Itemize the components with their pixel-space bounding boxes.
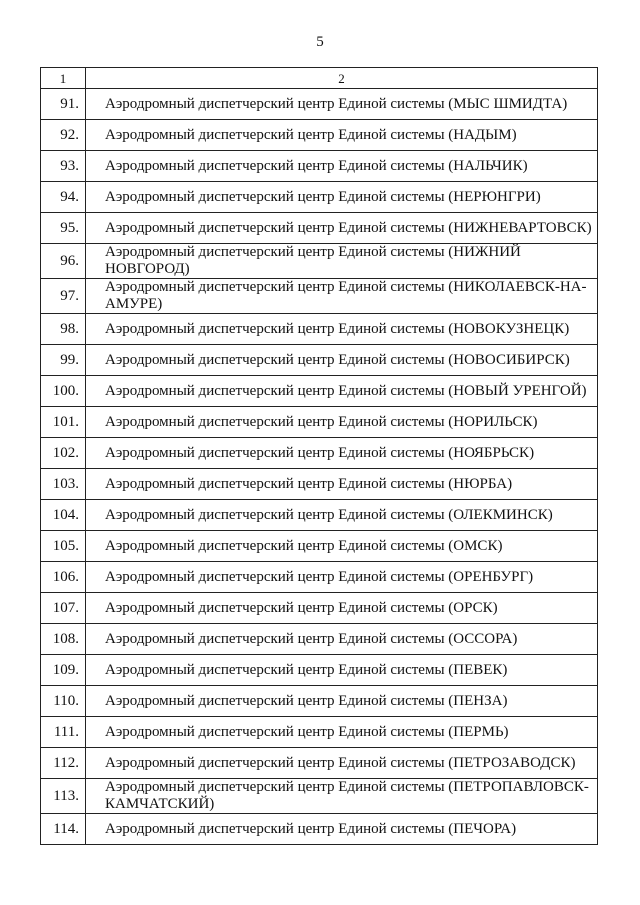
center-name: Аэродромный диспетчерский центр Единой системы (ПЕНЗА) xyxy=(86,686,598,717)
center-name: Аэродромный диспетчерский центр Единой системы (ПЕРМЬ) xyxy=(86,717,598,748)
table-row xyxy=(41,89,598,120)
table-row xyxy=(41,438,598,469)
table-row xyxy=(41,624,598,655)
row-number: 99. xyxy=(41,345,86,376)
table-row xyxy=(41,151,598,182)
row-number: 113. xyxy=(41,779,86,814)
center-name: Аэродромный диспетчерский центр Единой системы (НАЛЬЧИК) xyxy=(86,151,598,182)
row-number: 102. xyxy=(41,438,86,469)
table-row xyxy=(41,244,598,279)
center-name: Аэродромный диспетчерский центр Единой системы (ОМСК) xyxy=(86,531,598,562)
center-name: Аэродромный диспетчерский центр Единой системы (НИКОЛАЕВСК-НА-АМУРЕ) xyxy=(86,279,598,314)
center-name: Аэродромный диспетчерский центр Единой системы (НОЯБРЬСК) xyxy=(86,438,598,469)
center-name: Аэродромный диспетчерский центр Единой системы (НОРИЛЬСК) xyxy=(86,407,598,438)
row-number: 104. xyxy=(41,500,86,531)
table-row xyxy=(41,748,598,779)
center-name: Аэродромный диспетчерский центр Единой системы (ОРСК) xyxy=(86,593,598,624)
center-name: Аэродромный диспетчерский центр Единой системы (МЫС ШМИДТА) xyxy=(86,89,598,120)
row-number: 110. xyxy=(41,686,86,717)
row-number: 103. xyxy=(41,469,86,500)
table-row xyxy=(41,182,598,213)
row-number: 111. xyxy=(41,717,86,748)
row-number: 109. xyxy=(41,655,86,686)
table-row xyxy=(41,686,598,717)
row-number: 96. xyxy=(41,244,86,279)
row-number: 106. xyxy=(41,562,86,593)
row-number: 94. xyxy=(41,182,86,213)
center-name: Аэродромный диспетчерский центр Единой системы (ПЕТРОЗАВОДСК) xyxy=(86,748,598,779)
registry-table xyxy=(40,67,598,845)
row-number: 108. xyxy=(41,624,86,655)
column-header-number: 1 xyxy=(41,68,86,89)
row-number: 114. xyxy=(41,814,86,845)
table-row xyxy=(41,469,598,500)
table-header-row xyxy=(41,68,598,89)
center-name: Аэродромный диспетчерский центр Единой системы (ПЕВЕК) xyxy=(86,655,598,686)
center-name: Аэродромный диспетчерский центр Единой системы (НИЖНЕВАРТОВСК) xyxy=(86,213,598,244)
column-header-name: 2 xyxy=(86,68,598,89)
registry-table-body xyxy=(41,68,598,845)
table-row xyxy=(41,407,598,438)
row-number: 98. xyxy=(41,314,86,345)
row-number: 95. xyxy=(41,213,86,244)
table-row xyxy=(41,314,598,345)
table-row xyxy=(41,779,598,814)
center-name: Аэродромный диспетчерский центр Единой системы (НЮРБА) xyxy=(86,469,598,500)
table-row xyxy=(41,717,598,748)
table-row xyxy=(41,213,598,244)
row-number: 101. xyxy=(41,407,86,438)
row-number: 97. xyxy=(41,279,86,314)
center-name: Аэродромный диспетчерский центр Единой системы (НИЖНИЙ НОВГОРОД) xyxy=(86,244,598,279)
row-number: 112. xyxy=(41,748,86,779)
table-row xyxy=(41,814,598,845)
row-number: 105. xyxy=(41,531,86,562)
table-row xyxy=(41,376,598,407)
table-row xyxy=(41,500,598,531)
table-row xyxy=(41,655,598,686)
center-name: Аэродромный диспетчерский центр Единой системы (НОВЫЙ УРЕНГОЙ) xyxy=(86,376,598,407)
table-row xyxy=(41,279,598,314)
row-number: 93. xyxy=(41,151,86,182)
center-name: Аэродромный диспетчерский центр Единой системы (ОРЕНБУРГ) xyxy=(86,562,598,593)
center-name: Аэродромный диспетчерский центр Единой системы (ПЕТРОПАВЛОВСК-КАМЧАТСКИЙ) xyxy=(86,779,598,814)
page-number: 5 xyxy=(316,34,324,50)
center-name: Аэродромный диспетчерский центр Единой системы (ПЕЧОРА) xyxy=(86,814,598,845)
row-number: 107. xyxy=(41,593,86,624)
table-row xyxy=(41,531,598,562)
row-number: 100. xyxy=(41,376,86,407)
center-name: Аэродромный диспетчерский центр Единой системы (ОССОРА) xyxy=(86,624,598,655)
table-row xyxy=(41,345,598,376)
center-name: Аэродромный диспетчерский центр Единой системы (НОВОКУЗНЕЦК) xyxy=(86,314,598,345)
row-number: 92. xyxy=(41,120,86,151)
center-name: Аэродромный диспетчерский центр Единой системы (НЕРЮНГРИ) xyxy=(86,182,598,213)
table-row xyxy=(41,120,598,151)
center-name: Аэродромный диспетчерский центр Единой системы (НАДЫМ) xyxy=(86,120,598,151)
center-name: Аэродромный диспетчерский центр Единой системы (ОЛЕКМИНСК) xyxy=(86,500,598,531)
row-number: 91. xyxy=(41,89,86,120)
center-name: Аэродромный диспетчерский центр Единой системы (НОВОСИБИРСК) xyxy=(86,345,598,376)
table-row xyxy=(41,593,598,624)
table-row xyxy=(41,562,598,593)
